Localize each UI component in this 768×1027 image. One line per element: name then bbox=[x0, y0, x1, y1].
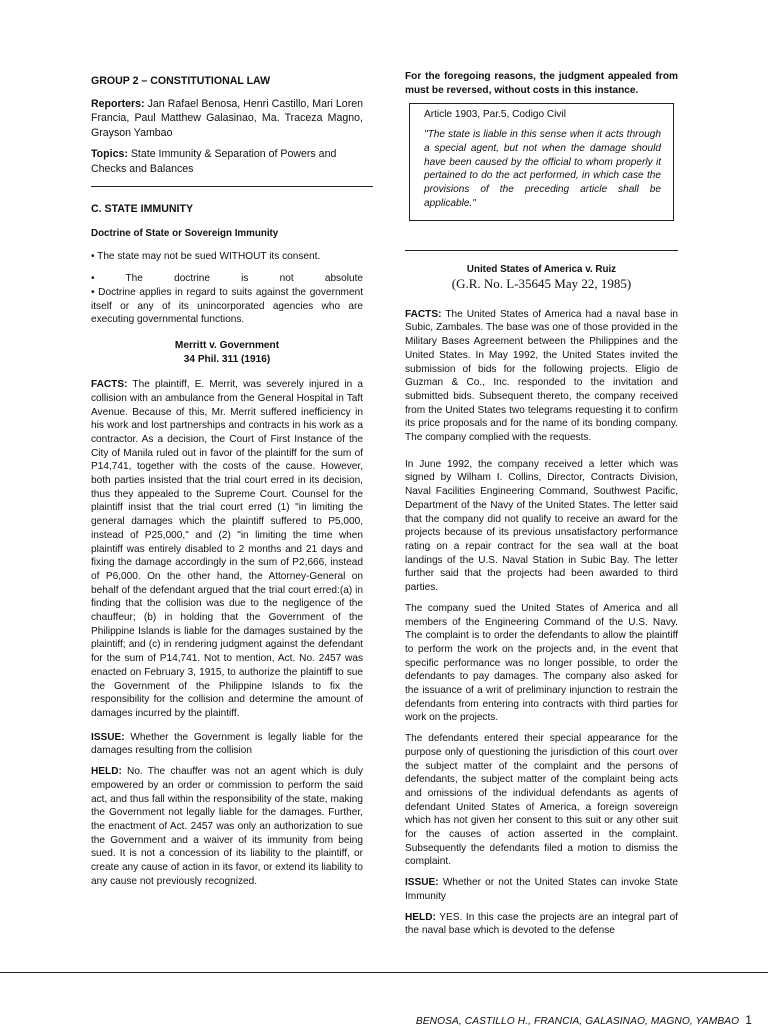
case1-facts bbox=[91, 378, 363, 721]
page-number: 1 bbox=[745, 1013, 752, 1027]
topics-label: Topics: bbox=[91, 148, 128, 161]
case2-title: United States of America v. Ruiz bbox=[466, 264, 617, 276]
right-divider bbox=[405, 250, 678, 251]
case1-heading bbox=[91, 339, 363, 366]
article-quote-box bbox=[409, 103, 674, 221]
case2-facts bbox=[405, 308, 678, 445]
case1-citation: 34 Phil. 311 (1916) bbox=[183, 353, 271, 365]
facts-label: FACTS: bbox=[405, 308, 442, 320]
facts-label: FACTS: bbox=[91, 379, 128, 391]
reporters-label: Reporters: bbox=[91, 97, 145, 110]
case2-paragraph: The company sued the United States of America and all members of the Engineering Command of the U.S. Navy. The complaint is to order the defendants to allow the plaintiff to perform the work on the projects and, in the event that specific performance was no longer possible, to order the defendants to pay damages. The company also asked for the issuance of a writ of preliminary injunction to restrain the defendants from entering into contracts with third parties for work on the projects. bbox=[405, 602, 678, 724]
page-footer bbox=[416, 1013, 752, 1027]
judgment-text: For the foregoing reasons, the judgment appealed from must be reversed, without costs in this instance. bbox=[405, 71, 678, 96]
doctrine-heading: Doctrine of State or Sovereign Immunity bbox=[91, 227, 279, 239]
box-title: Article 1903, Par.5, Codigo Civil bbox=[424, 109, 566, 121]
bullet-item: • Doctrine applies in regard to suits against the government itself or any of its unincorporated agencies who are executing governmental functions. bbox=[91, 287, 363, 326]
left-column bbox=[91, 70, 363, 895]
left-divider bbox=[91, 186, 373, 187]
held-text: No. The chauffer was not an agent which is duly empowered by an order or commission to perform the said act, and thus fall within the responsibility of the state, making the Government not legally liable for the damages. Further, the enactment of Act. 2457 was only an authorization to sue the Government and a waiver of its immunity from being sued. It is not a concession of its liability to the plaintiff, or create any cause of action in its favor, or extend its liability to any cause not previously recognized. bbox=[91, 766, 363, 887]
issue-text: Whether the Government is legally liable for the damages resulting from the collision bbox=[91, 731, 363, 757]
footer-authors: BENOSA, CASTILLO H., FRANCIA, GALASINAO, MAGNO, YAMBAO bbox=[415, 1016, 740, 1027]
section-heading: C. STATE IMMUNITY bbox=[91, 203, 194, 216]
facts-text: The plaintiff, E. Merrit, was severely injured in a collision with an ambulance from the General Hospital in Taft Avenue. Because of this, Mr. Merrit suffered inefficiency in his work and lost partnerships and contracts in his work as a contractor. As a decision, the Court of First Instance of the City of Manila ruled out in favor of the plaintiff for the sum of P14,741, together with the costs of the cause. However, both parties insisted that the trial court erred in its decision, thus they appealed to the Supreme Court. Counsel for the plaintiff insist that the trial court erred (1) "in limiting the general damages which the plaintiff suffered to P5,000, instead of P25,000," and (2) "in limiting the time when plaintiff was entirely disabled to 2 months and 21 days and fixing the damage accordingly in the sum of P2,666, instead of P6,000. On the other hand, the Attorney-General on behalf of the defendant argued that the trial court erred:(a) in finding that the collision was due to the negligence of the chauffeur; (b) in holding that the Government of the Philippine Islands is liable for the damages sustained by the plaintiff; and (c) in rendering judgment against the defendant for the sum of P14,741. Not to mention, Act. No. 2457 was enacted on February 3, 1915, to authorize the plaintiff to sue the Government of the Philippine Islands to fix the responsibility for the collision and determine the amount of damages incurred by the plaintiff. bbox=[91, 379, 364, 719]
case1-held bbox=[91, 765, 363, 888]
issue-label: ISSUE: bbox=[405, 877, 439, 889]
case2-paragraph: In June 1992, the company received a letter which was signed by Wilham I. Collins, Director, Contracts Division, Naval Facilities Engineering Command, Southwest Pacific, Department of the Navy of the United States. The letter said that the company did not qualify to receive an award for the projects because of its previous unsatisfactory performance rating on a repair contract for the sea wall at the boat landings of the U.S. Naval Station in Subic Bay. The letter further said that the projects had been awarded to third parties. bbox=[405, 458, 678, 594]
topics bbox=[91, 147, 363, 176]
bullet-item: • The doctrine is not absolute bbox=[91, 273, 363, 285]
group-title: GROUP 2 – CONSTITUTIONAL LAW bbox=[91, 75, 271, 87]
facts-text: The United States of America had a naval base in Subic, Zambales. The base was one of those provided in the Military Bases Agreement between the Philippines and the United States. In May 1992, the United States invited the submission of bids for the following projects. Eligio de Guzman & Co., Inc. responded to the invitation and submitted bids. Subsequent thereto, the company received from the United States two telegrams requesting it to confirm its price proposals and for the name of its bonding company. The company complied with the requests. bbox=[405, 308, 678, 444]
case2-issue bbox=[405, 876, 678, 903]
reporters bbox=[91, 97, 363, 141]
case2-paragraph: The defendants entered their special appearance for the purpose only of questioning the jurisdiction of this court over the subject matter of the complaint and the persons of defendants, the subject matter of the complaint being acts and omissions of the individual defendants as agents of defendant United States of America, a foreign sovereign which has not given her consent to this suit or any other suit for the causes of action asserted in the complaint. Subsequently the defendants filed a motion to dismiss the complaint. bbox=[405, 733, 678, 868]
case2-gr: (G.R. No. L-35645 May 22, 1985) bbox=[451, 276, 632, 292]
topics-text: State Immunity & Separation of Powers and Checks and Balances bbox=[91, 148, 337, 175]
bullet-item: • The state may not be sued WITHOUT its consent. bbox=[91, 250, 321, 262]
held-text: YES. In this case the projects are an integral part of the naval base which is devoted to the defense bbox=[405, 911, 678, 937]
reporters-names: Jan Rafael Benosa, Henri Castillo, Mari Loren Francia, Paul Matthew Galasinao, Ma. Traceza Magno, Grayson Yambao bbox=[91, 97, 363, 139]
held-label: HELD: bbox=[405, 911, 436, 923]
case1-issue bbox=[91, 731, 363, 758]
case1-title: Merritt v. Government bbox=[174, 340, 280, 352]
right-column bbox=[405, 70, 678, 945]
footer-divider bbox=[0, 972, 768, 973]
box-quote: "The state is liable in this sense when it acts through a special agent, but not when the damage should have been caused by the official to whom properly it pertained to do the act performed, in which case the provisions of the preceding article shall be applicable." bbox=[424, 129, 661, 209]
held-label: HELD: bbox=[91, 766, 122, 778]
case2-held bbox=[405, 911, 678, 938]
issue-text: Whether or not the United States can invoke State Immunity bbox=[405, 877, 678, 902]
issue-label: ISSUE: bbox=[91, 731, 125, 743]
